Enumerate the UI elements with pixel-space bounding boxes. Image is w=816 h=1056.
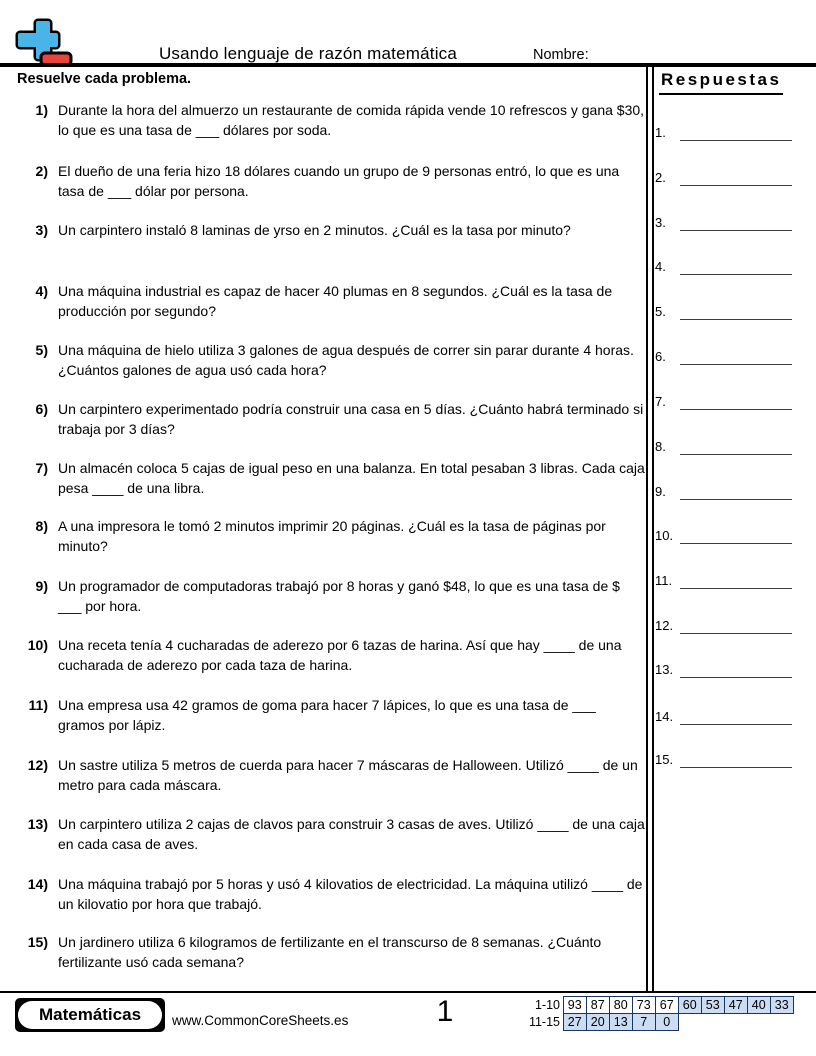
answer-blank-line[interactable] — [680, 483, 792, 500]
score-row-11-15 — [505, 1013, 794, 1031]
problem-text: Un almacén coloca 5 cajas de igual peso en una balanza. En total pesaban 3 libras. Cada caja pesa ____ de una libra. — [58, 460, 645, 496]
answer-blank-line[interactable] — [680, 751, 792, 768]
problem-text: Un jardinero utiliza 6 kilogramos de fertilizante en el transcurso de 8 semanas. ¿Cuánto fertilizante usó cada semana? — [58, 934, 602, 970]
answer-blank-line[interactable] — [680, 438, 792, 455]
problem-12 — [18, 755, 646, 795]
page-title: Usando lenguaje de razón matemática — [158, 44, 458, 63]
score-cell: 87 — [586, 996, 611, 1014]
problem-3 — [18, 220, 646, 240]
problem-13 — [18, 814, 646, 854]
answer-slot-3 — [655, 214, 795, 232]
problem-text: El dueño de una feria hizo 18 dólares cuando un grupo de 9 personas entró, lo que es una tasa de ___ dólar por persona. — [58, 163, 620, 199]
answer-number: 5. — [655, 304, 666, 319]
problem-6 — [18, 399, 646, 439]
problem-text: Una máquina industrial es capaz de hacer 40 plumas en 8 segundos. ¿Cuál es la tasa de producción por segundo? — [58, 283, 613, 319]
answer-blank-line[interactable] — [680, 258, 792, 275]
answer-slot-6 — [655, 348, 795, 366]
problem-number: 3) — [35, 222, 48, 238]
problem-text: Una máquina trabajó por 5 horas y usó 4 kilovatios de electricidad. La máquina utilizó ____ de un kilovatio por hora que trabajó. — [58, 876, 643, 912]
header-divider — [0, 63, 816, 67]
answer-number: 7. — [655, 394, 666, 409]
answer-slot-7 — [655, 393, 795, 411]
problem-9 — [18, 576, 646, 616]
answer-blank-line[interactable] — [680, 393, 792, 410]
problem-2 — [18, 161, 646, 201]
problem-text: Durante la hora del almuerzo un restaurante de comida rápida vende 10 refrescos y gana $30, lo que es una tasa de ___ dólares por soda. — [58, 102, 645, 138]
problem-text: A una impresora le tomó 2 minutos imprimir 20 páginas. ¿Cuál es la tasa de páginas por minuto? — [58, 518, 606, 554]
problem-number: 6) — [35, 401, 48, 417]
answer-number: 11. — [655, 573, 673, 588]
problem-number: 9) — [35, 578, 48, 594]
problem-number: 12) — [27, 757, 48, 773]
answer-number: 9. — [655, 484, 666, 499]
answer-slot-12 — [655, 617, 795, 635]
answer-number: 15. — [655, 752, 674, 767]
answer-blank-line[interactable] — [680, 214, 792, 231]
problem-number: 14) — [27, 876, 48, 892]
problem-number: 11) — [28, 697, 48, 713]
problem-15 — [18, 932, 646, 972]
problem-number: 10) — [27, 637, 48, 653]
score-cell: 93 — [563, 996, 588, 1014]
answer-number: 10. — [655, 528, 674, 543]
answer-slot-2 — [655, 169, 795, 187]
answer-slot-9 — [655, 483, 795, 501]
answer-slot-14 — [655, 708, 795, 726]
instructions-text: Resuelve cada problema. — [17, 71, 192, 87]
score-cell: 27 — [563, 1013, 588, 1031]
problem-text: Un carpintero utiliza 2 cajas de clavos para construir 3 casas de aves. Utilizó ____ de una caja en cada casa de aves. — [58, 816, 645, 852]
score-cell: 47 — [724, 996, 749, 1014]
answer-blank-line[interactable] — [680, 708, 792, 725]
problem-7 — [18, 458, 646, 498]
answer-slot-1 — [655, 124, 795, 142]
footer-divider — [0, 991, 816, 993]
answer-number: 8. — [655, 439, 666, 454]
answer-slot-8 — [655, 438, 795, 456]
answers-heading: Respuestas — [659, 70, 783, 95]
score-cell: 0 — [655, 1013, 680, 1031]
answer-blank-line[interactable] — [680, 169, 792, 186]
brand-label: Matemáticas — [18, 1001, 162, 1029]
brand-logo — [15, 998, 165, 1032]
problem-number: 5) — [35, 342, 48, 358]
score-cell: 33 — [770, 996, 795, 1014]
score-cell: 73 — [632, 996, 657, 1014]
answer-blank-line[interactable] — [680, 661, 792, 678]
answer-number: 6. — [655, 349, 666, 364]
problem-11 — [18, 695, 646, 735]
answer-number: 14. — [655, 709, 674, 724]
website-text: www.CommonCoreSheets.es — [172, 1013, 349, 1028]
answer-number: 3. — [655, 215, 666, 230]
answer-slot-11 — [655, 572, 795, 590]
problem-number: 7) — [35, 460, 48, 476]
problem-4 — [18, 281, 646, 321]
score-cell: 67 — [655, 996, 680, 1014]
name-label: Nombre: — [533, 47, 589, 63]
answer-blank-line[interactable] — [680, 572, 792, 589]
problem-text: Una máquina de hielo utiliza 3 galones de agua después de correr sin parar durante 4 horas. ¿Cuántos galones de agua usó cada hora? — [58, 342, 634, 378]
score-cell: 40 — [747, 996, 772, 1014]
problem-number: 4) — [35, 283, 48, 299]
answer-number: 12. — [655, 618, 674, 633]
answer-slot-10 — [655, 527, 795, 545]
score-cell: 7 — [632, 1013, 657, 1031]
problem-5 — [18, 340, 646, 380]
answer-number: 1. — [655, 125, 666, 140]
problem-number: 2) — [35, 163, 48, 179]
problem-10 — [18, 635, 646, 675]
problem-text: Una empresa usa 42 gramos de goma para hacer 7 lápices, lo que es una tasa de ___ gramos por lápiz. — [58, 697, 596, 733]
answer-slot-5 — [655, 303, 795, 321]
problem-text: Un sastre utiliza 5 metros de cuerda para hacer 7 máscaras de Halloween. Utilizó ____ de un metro para cada máscara. — [58, 757, 638, 793]
answer-blank-line[interactable] — [680, 617, 792, 634]
score-row-1-10 — [505, 996, 794, 1014]
answers-column-divider — [646, 65, 654, 991]
problem-number: 1) — [35, 102, 48, 118]
problem-text: Un carpintero instaló 8 laminas de yrso en 2 minutos. ¿Cuál es la tasa por minuto? — [58, 222, 571, 238]
answer-blank-line[interactable] — [680, 303, 792, 320]
answer-slot-4 — [655, 258, 795, 276]
answer-number: 4. — [655, 259, 666, 274]
answer-slot-15 — [655, 751, 795, 769]
answer-blank-line[interactable] — [680, 348, 792, 365]
problem-number: 8) — [35, 518, 48, 534]
problem-text: Un programador de computadoras trabajó por 8 horas y ganó $48, lo que es una tasa de $ ___ por hora. — [58, 578, 620, 614]
problem-14 — [18, 874, 646, 914]
page-number: 1 — [436, 995, 454, 1028]
score-cell: 53 — [701, 996, 726, 1014]
problem-number: 15) — [27, 934, 48, 950]
score-cell: 13 — [609, 1013, 634, 1031]
problem-number: 13) — [27, 816, 48, 832]
problem-1 — [18, 100, 646, 140]
score-table — [505, 996, 794, 1031]
answer-number: 13. — [655, 662, 674, 677]
answer-slot-13 — [655, 661, 795, 679]
score-row-label: 1-10 — [534, 998, 560, 1012]
answer-blank-line[interactable] — [680, 527, 792, 544]
score-cell: 60 — [678, 996, 703, 1014]
score-row-label: 11-15 — [528, 1014, 560, 1029]
problem-text: Una receta tenía 4 cucharadas de aderezo por 6 tazas de harina. Así que hay ____ de una cucharada de aderezo por cada taza de harina. — [58, 637, 622, 673]
score-cell: 20 — [586, 1013, 611, 1031]
answer-blank-line[interactable] — [680, 124, 792, 141]
answer-number: 2. — [655, 170, 666, 185]
problem-8 — [18, 516, 646, 556]
score-cell: 80 — [609, 996, 634, 1014]
problem-text: Un carpintero experimentado podría construir una casa en 5 días. ¿Cuánto habrá terminado si trabaja por 3 días? — [58, 401, 644, 437]
